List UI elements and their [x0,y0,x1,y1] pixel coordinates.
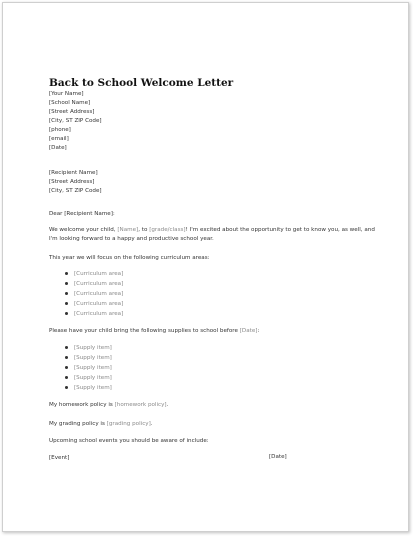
curriculum-item: [Curriculum area] [74,311,124,317]
recipient-street: [Street Address] [49,179,95,185]
bullet-icon [65,376,68,379]
supply-item: [Supply item] [74,365,112,371]
list-item [65,271,123,277]
list-item [65,385,112,391]
bullet-icon [65,366,68,369]
sender-street: [Street Address] [49,109,95,115]
list-item [65,375,112,381]
list-item [65,345,112,351]
bullet-icon [65,292,68,295]
bullet-icon [65,272,68,275]
sender-date: [Date] [49,145,67,151]
list-item [65,281,123,287]
sender-name: [Your Name] [49,91,84,97]
sender-city: [City, ST ZIP Code] [49,118,102,124]
sender-email: [email] [49,136,69,142]
events-intro: Upcoming school events you should be aware of include: [49,438,209,444]
curriculum-intro: This year we will focus on the following curriculum areas: [49,255,210,261]
curriculum-item: [Curriculum area] [74,281,124,287]
curriculum-item: [Curriculum area] [74,301,124,307]
homework-placeholder: [homework policy] [114,402,167,408]
event-label: [Event] [49,455,70,461]
list-item [65,365,112,371]
list-item [65,311,123,317]
sender-school: [School Name] [49,100,91,106]
bullet-icon [65,346,68,349]
homework-policy [49,401,168,409]
supply-item: [Supply item] [74,355,112,361]
list-item [65,301,123,307]
bullet-icon [65,356,68,359]
list-item [65,291,123,297]
recipient-name: [Recipient Name] [49,170,98,176]
grade-placeholder: [grade/class] [149,227,186,233]
grading-text: . [150,421,153,427]
intro-text: We welcome your child, [49,227,118,233]
grading-text: My grading policy is [49,421,107,427]
curriculum-item: [Curriculum area] [74,271,124,277]
intro-paragraph [49,226,379,243]
intro-text: ! I'm excited about the opportunity to get to know you, as well, and I'm looking forward to a happy and productive school year. [49,227,375,242]
bullet-icon [65,302,68,305]
document-page [2,2,409,532]
list-item [65,355,112,361]
homework-text: . [166,402,169,408]
salutation: Dear [Recipient Name]: [49,211,115,217]
supply-item: [Supply item] [74,375,112,381]
event-date: [Date] [269,454,287,460]
curriculum-item: [Curriculum area] [74,291,124,297]
recipient-city: [City, ST ZIP Code] [49,188,102,194]
supply-item: [Supply item] [74,345,112,351]
bullet-icon [65,312,68,315]
supplies-intro [49,327,259,335]
grading-policy [49,420,153,428]
supply-item: [Supply item] [74,385,112,391]
sender-phone: [phone] [49,127,71,133]
letter-title: Back to School Welcome Letter [49,77,234,89]
grading-placeholder: [grading policy] [106,421,151,427]
supplies-text: Please have your child bring the following supplies to school before [49,328,240,334]
bullet-icon [65,386,68,389]
homework-text: My homework policy is [49,402,115,408]
intro-text: , to [138,227,150,233]
date-placeholder: [Date] [239,328,258,334]
name-placeholder: [Name] [117,227,139,233]
supplies-text: : [257,328,260,334]
bullet-icon [65,282,68,285]
